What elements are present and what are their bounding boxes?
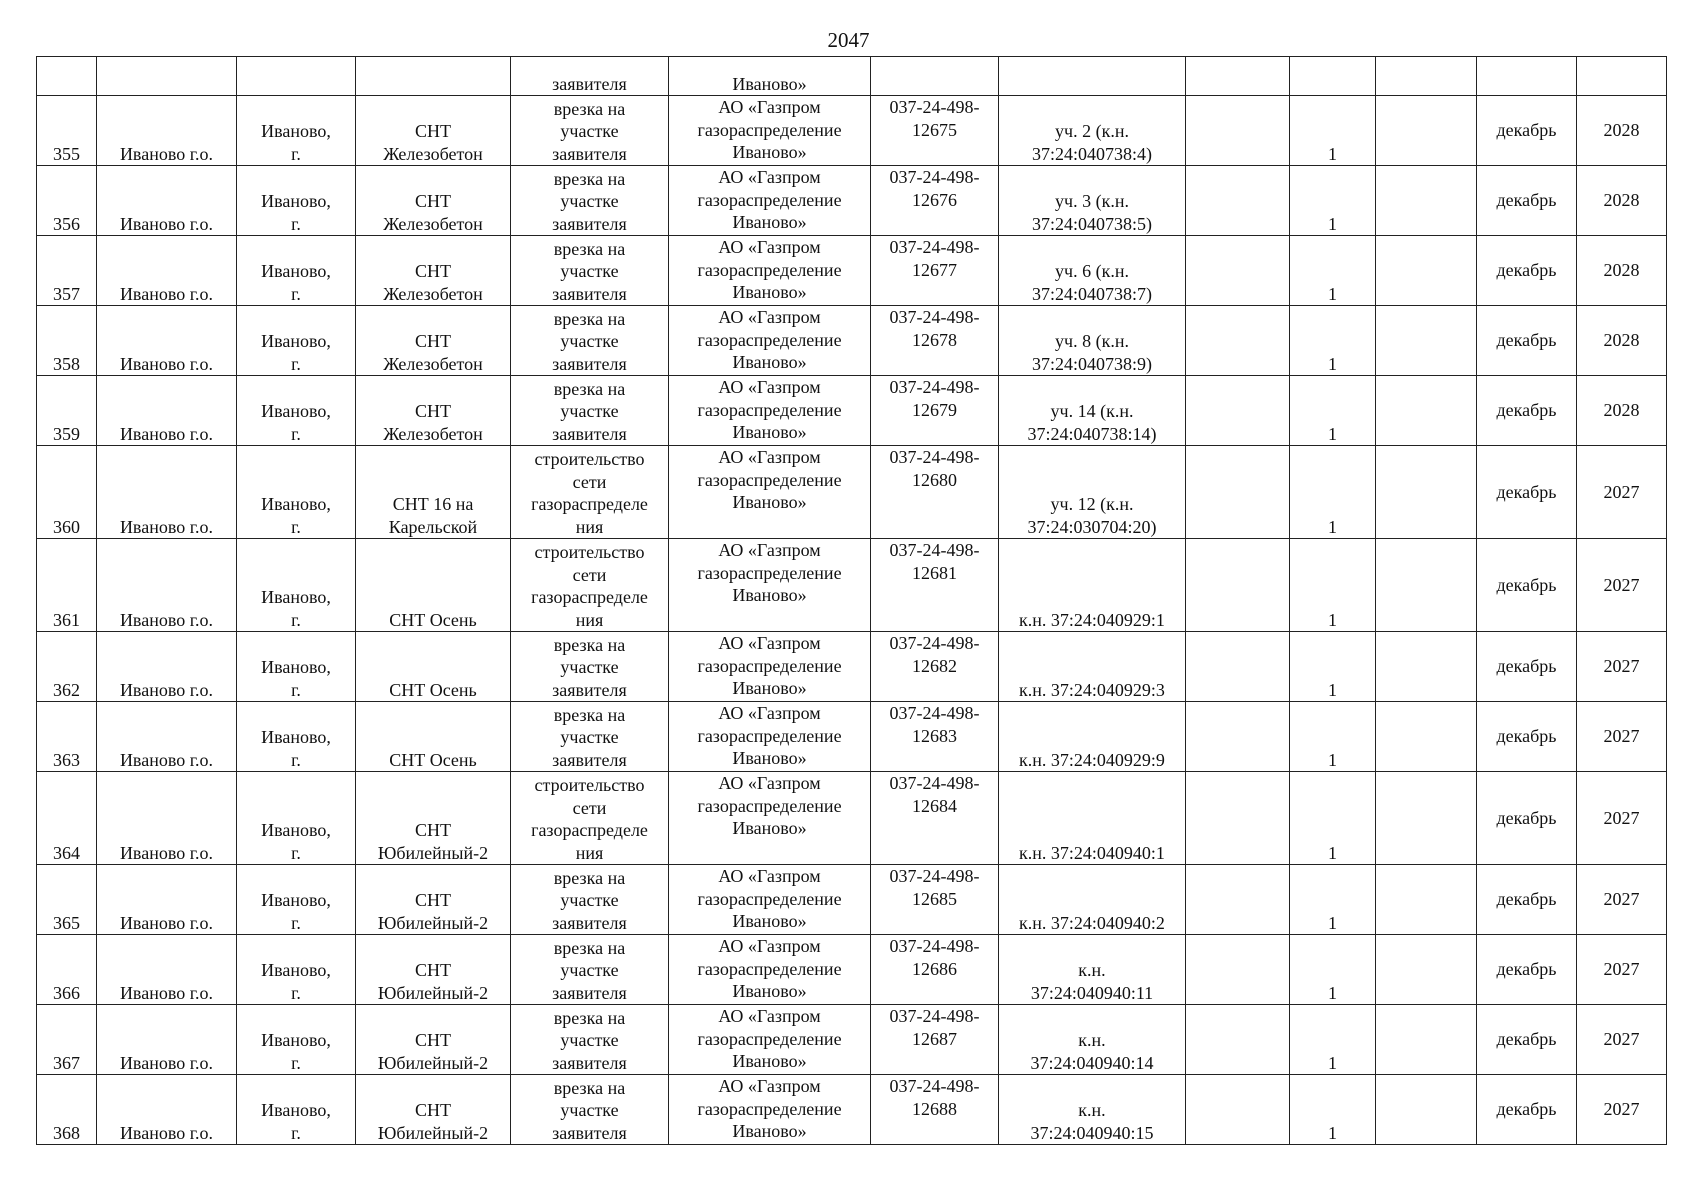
cell-work-type: врезка на участке заявителя bbox=[511, 376, 669, 446]
cell-plot: к.н. 37:24:040929:1 bbox=[999, 539, 1186, 632]
cell-organization: АО «Газпром газораспределение Иваново» bbox=[669, 1005, 871, 1075]
cell-organization: АО «Газпром газораспределение Иваново» bbox=[669, 446, 871, 539]
cell-code: 037-24-498- 12681 bbox=[871, 539, 999, 632]
cell-work-type: строительство сети газораспределе ния bbox=[511, 446, 669, 539]
cell-code: 037-24-498- 12675 bbox=[871, 96, 999, 166]
cell-municipality: Иваново г.о. bbox=[97, 702, 237, 772]
cell-empty bbox=[1186, 306, 1290, 376]
cell-month: декабрь bbox=[1477, 376, 1577, 446]
cell-work-type: врезка на участке заявителя bbox=[511, 1005, 669, 1075]
cell-month: декабрь bbox=[1477, 772, 1577, 865]
cell-code: 037-24-498- 12684 bbox=[871, 772, 999, 865]
cell-organization: АО «Газпром газораспределение Иваново» bbox=[669, 865, 871, 935]
cell-year: 2027 bbox=[1577, 539, 1667, 632]
cell-number: 365 bbox=[37, 865, 97, 935]
cell-number: 357 bbox=[37, 236, 97, 306]
cell-empty bbox=[1376, 236, 1477, 306]
cell-organization: АО «Газпром газораспределение Иваново» bbox=[669, 935, 871, 1005]
cell-month: декабрь bbox=[1477, 1005, 1577, 1075]
cell-month: декабрь bbox=[1477, 632, 1577, 702]
cell-year: 2028 bbox=[1577, 236, 1667, 306]
cell-plot: к.н. 37:24:040940:14 bbox=[999, 1005, 1186, 1075]
cell-municipality: Иваново г.о. bbox=[97, 376, 237, 446]
cell-quantity: 1 bbox=[1290, 632, 1376, 702]
cell-year: 2028 bbox=[1577, 306, 1667, 376]
cell-quantity: 1 bbox=[1290, 1005, 1376, 1075]
table-row bbox=[37, 96, 1667, 166]
cell-empty bbox=[1186, 865, 1290, 935]
cell-organization: АО «Газпром газораспределение Иваново» bbox=[669, 702, 871, 772]
cell-work-type: врезка на участке заявителя bbox=[511, 306, 669, 376]
cell-number: 356 bbox=[37, 166, 97, 236]
cell-plot: уч. 8 (к.н. 37:24:040738:9) bbox=[999, 306, 1186, 376]
cell-quantity: 1 bbox=[1290, 539, 1376, 632]
cell-month: декабрь bbox=[1477, 446, 1577, 539]
cell-municipality: Иваново г.о. bbox=[97, 772, 237, 865]
continuation-row bbox=[37, 57, 1667, 96]
cell-number: 355 bbox=[37, 96, 97, 166]
cell-number: 358 bbox=[37, 306, 97, 376]
cell-plot: к.н. 37:24:040940:15 bbox=[999, 1075, 1186, 1145]
cell-settlement: Иваново, г. bbox=[237, 376, 356, 446]
cell-object: СНТ Железобетон bbox=[356, 306, 511, 376]
cell-organization: АО «Газпром газораспределение Иваново» bbox=[669, 306, 871, 376]
cell-settlement: Иваново, г. bbox=[237, 702, 356, 772]
cell-empty bbox=[1376, 96, 1477, 166]
cell-object: СНТ Осень bbox=[356, 539, 511, 632]
cell-code: 037-24-498- 12687 bbox=[871, 1005, 999, 1075]
cell-settlement: Иваново, г. bbox=[237, 446, 356, 539]
cell-organization: АО «Газпром газораспределение Иваново» bbox=[669, 772, 871, 865]
cell-number: 363 bbox=[37, 702, 97, 772]
cell-code: 037-24-498- 12678 bbox=[871, 306, 999, 376]
cell-municipality: Иваново г.о. bbox=[97, 1005, 237, 1075]
cell-plot: уч. 12 (к.н. 37:24:030704:20) bbox=[999, 446, 1186, 539]
cell-work-type: строительство сети газораспределе ния bbox=[511, 539, 669, 632]
cell-empty bbox=[1376, 1075, 1477, 1145]
cell-code: 037-24-498- 12677 bbox=[871, 236, 999, 306]
cell-month: декабрь bbox=[1477, 935, 1577, 1005]
cell-empty bbox=[1376, 539, 1477, 632]
cell-code: 037-24-498- 12685 bbox=[871, 865, 999, 935]
cell-organization: АО «Газпром газораспределение Иваново» bbox=[669, 166, 871, 236]
cell-plot: уч. 2 (к.н. 37:24:040738:4) bbox=[999, 96, 1186, 166]
cell-work-type: врезка на участке заявителя bbox=[511, 236, 669, 306]
cell-settlement: Иваново, г. bbox=[237, 166, 356, 236]
cell-year: 2028 bbox=[1577, 166, 1667, 236]
cell-quantity: 1 bbox=[1290, 935, 1376, 1005]
table-body bbox=[37, 57, 1667, 1145]
cell-plot: к.н. 37:24:040929:3 bbox=[999, 632, 1186, 702]
cell-empty bbox=[1376, 702, 1477, 772]
cell-year: 2027 bbox=[1577, 865, 1667, 935]
cell-municipality: Иваново г.о. bbox=[97, 236, 237, 306]
registry-table bbox=[36, 56, 1667, 1145]
cell-number: 361 bbox=[37, 539, 97, 632]
cell-settlement: Иваново, г. bbox=[237, 1005, 356, 1075]
cell-municipality: Иваново г.о. bbox=[97, 935, 237, 1005]
cell-municipality: Иваново г.о. bbox=[97, 865, 237, 935]
cell-year: 2027 bbox=[1577, 1075, 1667, 1145]
cell-object: СНТ Юбилейный-2 bbox=[356, 1075, 511, 1145]
cell-quantity: 1 bbox=[1290, 446, 1376, 539]
cell-quantity: 1 bbox=[1290, 865, 1376, 935]
cell-empty bbox=[1186, 446, 1290, 539]
cell-year: 2027 bbox=[1577, 935, 1667, 1005]
cell-quantity: 1 bbox=[1290, 376, 1376, 446]
cell-empty bbox=[1376, 1005, 1477, 1075]
cell-organization: АО «Газпром газораспределение Иваново» bbox=[669, 236, 871, 306]
cell-empty bbox=[1376, 935, 1477, 1005]
cell-year: 2028 bbox=[1577, 96, 1667, 166]
cell-municipality: Иваново г.о. bbox=[97, 96, 237, 166]
cell-plot: уч. 3 (к.н. 37:24:040738:5) bbox=[999, 166, 1186, 236]
cell-month: декабрь bbox=[1477, 702, 1577, 772]
cell-code: 037-24-498- 12679 bbox=[871, 376, 999, 446]
table-row bbox=[37, 1075, 1667, 1145]
cell-number: 366 bbox=[37, 935, 97, 1005]
cell-object: СНТ Юбилейный-2 bbox=[356, 935, 511, 1005]
cell-organization: АО «Газпром газораспределение Иваново» bbox=[669, 96, 871, 166]
cell-quantity: 1 bbox=[1290, 96, 1376, 166]
cell-plot: к.н. 37:24:040940:1 bbox=[999, 772, 1186, 865]
cell-empty bbox=[1186, 1005, 1290, 1075]
cell-empty bbox=[1186, 632, 1290, 702]
cell-object: СНТ 16 на Карельской bbox=[356, 446, 511, 539]
cell-empty bbox=[1186, 702, 1290, 772]
cell-empty bbox=[1376, 376, 1477, 446]
cell-number: 359 bbox=[37, 376, 97, 446]
cell-plot: уч. 6 (к.н. 37:24:040738:7) bbox=[999, 236, 1186, 306]
cell-municipality: Иваново г.о. bbox=[97, 1075, 237, 1145]
cell-code: 037-24-498- 12688 bbox=[871, 1075, 999, 1145]
cell-quantity: 1 bbox=[1290, 166, 1376, 236]
cell-quantity: 1 bbox=[1290, 1075, 1376, 1145]
cell-municipality: Иваново г.о. bbox=[97, 539, 237, 632]
cell-settlement: Иваново, г. bbox=[237, 632, 356, 702]
cell-settlement: Иваново, г. bbox=[237, 539, 356, 632]
cell-object: СНТ Железобетон bbox=[356, 236, 511, 306]
cell-month: декабрь bbox=[1477, 96, 1577, 166]
cell-work-type: врезка на участке заявителя bbox=[511, 865, 669, 935]
cell-settlement: Иваново, г. bbox=[237, 96, 356, 166]
cell-code: 037-24-498- 12676 bbox=[871, 166, 999, 236]
cell-work-type: врезка на участке заявителя bbox=[511, 166, 669, 236]
cell-work-type: заявителя bbox=[511, 57, 669, 96]
cell-object: СНТ Осень bbox=[356, 702, 511, 772]
cell-empty bbox=[1186, 236, 1290, 306]
table-row bbox=[37, 772, 1667, 865]
cell-work-type: врезка на участке заявителя bbox=[511, 1075, 669, 1145]
cell-municipality: Иваново г.о. bbox=[97, 446, 237, 539]
cell-year: 2027 bbox=[1577, 446, 1667, 539]
table-row bbox=[37, 702, 1667, 772]
cell-empty bbox=[1186, 96, 1290, 166]
cell-organization: АО «Газпром газораспределение Иваново» bbox=[669, 376, 871, 446]
cell-quantity: 1 bbox=[1290, 236, 1376, 306]
cell-quantity: 1 bbox=[1290, 772, 1376, 865]
cell-work-type: строительство сети газораспределе ния bbox=[511, 772, 669, 865]
cell-month: декабрь bbox=[1477, 166, 1577, 236]
cell-empty bbox=[1376, 166, 1477, 236]
cell-municipality: Иваново г.о. bbox=[97, 306, 237, 376]
cell-number: 364 bbox=[37, 772, 97, 865]
cell-empty bbox=[1186, 166, 1290, 236]
table-row bbox=[37, 865, 1667, 935]
cell-work-type: врезка на участке заявителя bbox=[511, 702, 669, 772]
cell-object: СНТ Юбилейный-2 bbox=[356, 865, 511, 935]
table-row bbox=[37, 935, 1667, 1005]
table-row bbox=[37, 1005, 1667, 1075]
cell-month: декабрь bbox=[1477, 865, 1577, 935]
cell-year: 2027 bbox=[1577, 772, 1667, 865]
cell-empty bbox=[1186, 376, 1290, 446]
cell-settlement: Иваново, г. bbox=[237, 1075, 356, 1145]
cell-plot: уч. 14 (к.н. 37:24:040738:14) bbox=[999, 376, 1186, 446]
cell-object: СНТ Железобетон bbox=[356, 376, 511, 446]
cell-settlement: Иваново, г. bbox=[237, 772, 356, 865]
cell-settlement: Иваново, г. bbox=[237, 935, 356, 1005]
cell-month: декабрь bbox=[1477, 236, 1577, 306]
cell-organization: Иваново» bbox=[669, 57, 871, 96]
cell-number: 367 bbox=[37, 1005, 97, 1075]
cell-quantity: 1 bbox=[1290, 306, 1376, 376]
cell-empty bbox=[1186, 539, 1290, 632]
cell-code: 037-24-498- 12682 bbox=[871, 632, 999, 702]
table-row bbox=[37, 539, 1667, 632]
cell-quantity: 1 bbox=[1290, 702, 1376, 772]
cell-plot: к.н. 37:24:040929:9 bbox=[999, 702, 1186, 772]
cell-empty bbox=[1376, 632, 1477, 702]
cell-work-type: врезка на участке заявителя bbox=[511, 935, 669, 1005]
cell-settlement: Иваново, г. bbox=[237, 306, 356, 376]
cell-plot: к.н. 37:24:040940:2 bbox=[999, 865, 1186, 935]
cell-empty bbox=[1376, 446, 1477, 539]
cell-number: 368 bbox=[37, 1075, 97, 1145]
cell-code: 037-24-498- 12686 bbox=[871, 935, 999, 1005]
cell-municipality: Иваново г.о. bbox=[97, 166, 237, 236]
cell-object: СНТ Осень bbox=[356, 632, 511, 702]
cell-object: СНТ Юбилейный-2 bbox=[356, 772, 511, 865]
cell-settlement: Иваново, г. bbox=[237, 236, 356, 306]
cell-code: 037-24-498- 12680 bbox=[871, 446, 999, 539]
table-row bbox=[37, 306, 1667, 376]
cell-settlement: Иваново, г. bbox=[237, 865, 356, 935]
table-row bbox=[37, 236, 1667, 306]
cell-empty bbox=[1186, 935, 1290, 1005]
cell-empty bbox=[1376, 772, 1477, 865]
cell-organization: АО «Газпром газораспределение Иваново» bbox=[669, 632, 871, 702]
cell-municipality: Иваново г.о. bbox=[97, 632, 237, 702]
table-row bbox=[37, 632, 1667, 702]
cell-object: СНТ Юбилейный-2 bbox=[356, 1005, 511, 1075]
cell-empty bbox=[1186, 772, 1290, 865]
cell-code: 037-24-498- 12683 bbox=[871, 702, 999, 772]
cell-month: декабрь bbox=[1477, 539, 1577, 632]
cell-month: декабрь bbox=[1477, 1075, 1577, 1145]
cell-object: СНТ Железобетон bbox=[356, 166, 511, 236]
page-number: 2047 bbox=[827, 28, 870, 52]
cell-year: 2028 bbox=[1577, 376, 1667, 446]
cell-work-type: врезка на участке заявителя bbox=[511, 96, 669, 166]
table-row bbox=[37, 166, 1667, 236]
cell-number: 360 bbox=[37, 446, 97, 539]
cell-plot: к.н. 37:24:040940:11 bbox=[999, 935, 1186, 1005]
cell-year: 2027 bbox=[1577, 632, 1667, 702]
cell-year: 2027 bbox=[1577, 702, 1667, 772]
cell-number: 362 bbox=[37, 632, 97, 702]
table-row bbox=[37, 376, 1667, 446]
cell-object: СНТ Железобетон bbox=[356, 96, 511, 166]
cell-empty bbox=[1376, 306, 1477, 376]
cell-empty bbox=[1186, 1075, 1290, 1145]
cell-month: декабрь bbox=[1477, 306, 1577, 376]
cell-organization: АО «Газпром газораспределение Иваново» bbox=[669, 1075, 871, 1145]
cell-work-type: врезка на участке заявителя bbox=[511, 632, 669, 702]
cell-empty bbox=[1376, 865, 1477, 935]
cell-organization: АО «Газпром газораспределение Иваново» bbox=[669, 539, 871, 632]
cell-year: 2027 bbox=[1577, 1005, 1667, 1075]
table-row bbox=[37, 446, 1667, 539]
